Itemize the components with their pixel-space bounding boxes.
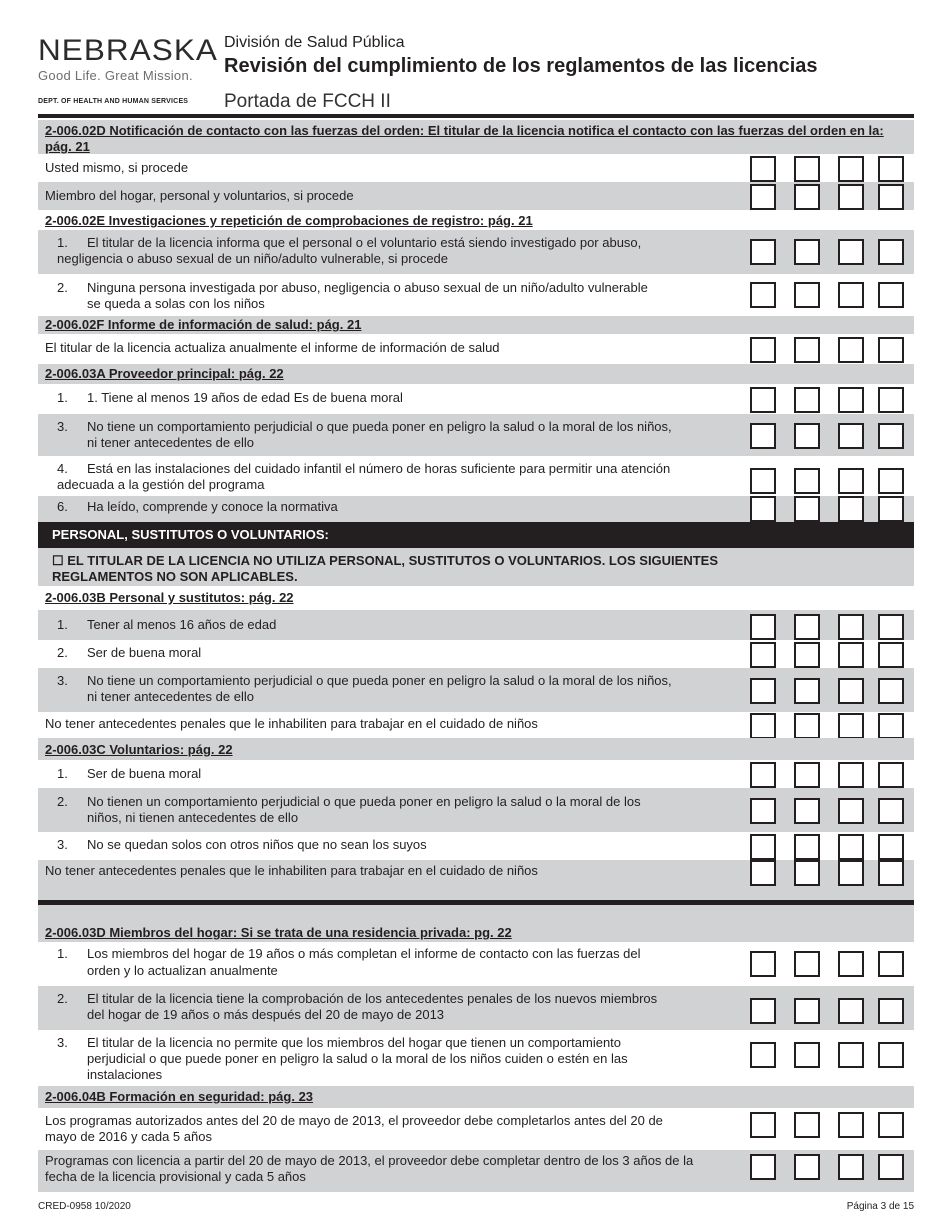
checkbox[interactable] <box>750 860 776 886</box>
checkbox[interactable] <box>838 387 864 413</box>
item-number: 1. <box>57 946 68 961</box>
row-text: El titular de la licencia tiene la comprobación de los antecedentes penales de los nuevos miembros <box>87 991 658 1006</box>
checkbox[interactable] <box>838 860 864 886</box>
checkbox[interactable] <box>750 468 776 494</box>
row-text: No se quedan solos con otros niños que no sean los suyos <box>87 837 427 852</box>
checkbox[interactable] <box>878 642 904 668</box>
checkbox[interactable] <box>878 496 904 522</box>
section-banner <box>38 522 914 548</box>
page-number: Página 3 de 15 <box>846 1201 914 1212</box>
row-text: Está en las instalaciones del cuidado infantil el número de horas suficiente para permitir una atención <box>87 461 671 476</box>
row-text: Programas con licencia a partir del 20 de mayo de 2013, el proveedor debe completar dentro de los 3 años de la <box>45 1153 694 1168</box>
checkbox[interactable] <box>750 337 776 363</box>
logo-wordmark: NEBRASKA <box>38 34 218 67</box>
checkbox[interactable] <box>838 678 864 704</box>
row-text: ni tener antecedentes de ello <box>87 435 254 450</box>
checkbox[interactable] <box>838 1154 864 1180</box>
checkbox[interactable] <box>838 998 864 1024</box>
checkbox-group <box>750 614 906 640</box>
checkbox[interactable] <box>794 614 820 640</box>
table-row <box>38 230 914 274</box>
checkbox-group <box>750 184 906 210</box>
row-text: Tener al menos 16 años de edad <box>87 617 277 632</box>
header-divider <box>38 114 914 118</box>
checkbox[interactable] <box>750 713 776 739</box>
row-text: El titular de la licencia informa que el personal o el voluntario está siendo investigado por abuso, <box>87 235 642 250</box>
table-row <box>38 1150 914 1192</box>
checkbox[interactable] <box>794 678 820 704</box>
not-applicable-checkbox-label[interactable]: ☐ EL TITULAR DE LA LICENCIA NO UTILIZA PERSONAL, SUSTITUTOS O VOLUNTARIOS. LOS SIGUIENTES <box>52 553 719 568</box>
checkbox-group <box>750 423 906 449</box>
row-text: Ninguna persona investigada por abuso, negligencia o abuso sexual de un niño/adulto vulnerable <box>87 280 648 295</box>
checkbox-group <box>750 239 906 265</box>
checkbox[interactable] <box>878 239 904 265</box>
section-header-row <box>38 586 914 610</box>
checkbox[interactable] <box>878 1112 904 1138</box>
item-number: 1. <box>57 766 68 781</box>
table-row <box>38 640 914 668</box>
checkbox[interactable] <box>750 678 776 704</box>
division-name: División de Salud Pública <box>224 34 405 51</box>
checkbox[interactable] <box>794 387 820 413</box>
checkbox-group <box>750 468 906 494</box>
checkbox[interactable] <box>750 184 776 210</box>
item-number: 1. <box>57 390 68 405</box>
table-row <box>38 832 914 860</box>
item-number: 2. <box>57 645 68 660</box>
checkbox[interactable] <box>750 951 776 977</box>
table-row <box>38 154 914 182</box>
row-text: ni tener antecedentes de ello <box>87 689 254 704</box>
checkbox[interactable] <box>878 423 904 449</box>
table-row <box>38 496 914 522</box>
checkbox[interactable] <box>794 762 820 788</box>
item-number: 1. <box>57 617 68 632</box>
checkbox[interactable] <box>838 951 864 977</box>
checkbox[interactable] <box>750 798 776 824</box>
table-row <box>38 456 914 496</box>
row-text: Ser de buena moral <box>87 766 202 781</box>
row-text: Miembro del hogar, personal y voluntarios, si procede <box>45 188 354 203</box>
table-row <box>38 384 914 414</box>
section-heading: 2-006.03D Miembros del hogar: Si se trata de una residencia privada: pg. 22 <box>45 925 512 940</box>
section-heading: 2-006.04B Formación en seguridad: pág. 23 <box>45 1089 314 1104</box>
checkbox[interactable] <box>838 282 864 308</box>
checkbox[interactable] <box>838 1042 864 1068</box>
section-header-row <box>38 364 914 384</box>
section-header-row <box>38 1086 914 1108</box>
row-text: orden y lo actualizan anualmente <box>87 963 278 978</box>
checkbox[interactable] <box>838 762 864 788</box>
checkbox[interactable] <box>750 496 776 522</box>
checkbox[interactable] <box>750 1154 776 1180</box>
checkbox[interactable] <box>838 468 864 494</box>
checkbox[interactable] <box>838 184 864 210</box>
checkbox[interactable] <box>878 387 904 413</box>
item-number: 3. <box>57 1035 68 1050</box>
row-text: del hogar de 19 años o más después del 20 de mayo de 2013 <box>87 1007 445 1022</box>
checkbox[interactable] <box>838 239 864 265</box>
checkbox[interactable] <box>838 423 864 449</box>
section-heading: 2-006.03C Voluntarios: pág. 22 <box>45 742 233 757</box>
row-text: El titular de la licencia actualiza anualmente el informe de información de salud <box>45 340 500 355</box>
checkbox[interactable] <box>878 678 904 704</box>
item-number: 3. <box>57 419 68 434</box>
checkbox[interactable] <box>794 496 820 522</box>
section-banner-title: PERSONAL, SUSTITUTOS O VOLUNTARIOS: <box>52 527 329 542</box>
table-row <box>38 668 914 712</box>
checkbox[interactable] <box>750 239 776 265</box>
checkbox-group <box>750 642 906 668</box>
section-header-row <box>38 120 914 154</box>
table-row <box>38 610 914 640</box>
checkbox[interactable] <box>838 1112 864 1138</box>
table-row <box>38 1108 914 1150</box>
checkbox[interactable] <box>878 762 904 788</box>
row-text: mayo de 2016 y cada 5 años <box>45 1129 212 1144</box>
section-heading: 2-006.03B Personal y sustitutos: pág. 22 <box>45 590 294 605</box>
item-number: 3. <box>57 837 68 852</box>
checkbox[interactable] <box>750 282 776 308</box>
item-number: 2. <box>57 280 68 295</box>
checkbox[interactable] <box>794 798 820 824</box>
section-header-row <box>38 316 914 334</box>
checkbox[interactable] <box>750 1112 776 1138</box>
page-subtitle: Portada de FCCH II <box>224 91 391 110</box>
row-text: fecha de la licencia provisional y cada 5 años <box>45 1169 306 1184</box>
checkbox[interactable] <box>878 184 904 210</box>
checkbox[interactable] <box>794 1154 820 1180</box>
checkbox[interactable] <box>838 834 864 860</box>
section-header-row <box>38 905 914 942</box>
checkbox[interactable] <box>794 713 820 739</box>
checkbox[interactable] <box>838 798 864 824</box>
checkbox-group <box>750 1112 906 1138</box>
section-header-row <box>38 210 914 230</box>
checkbox-group <box>750 678 906 704</box>
logo-dept: DEPT. OF HEALTH AND HUMAN SERVICES <box>38 98 189 105</box>
row-text: Los programas autorizados antes del 20 de mayo de 2013, el proveedor debe completarlos antes del 20 de <box>45 1113 663 1128</box>
checkbox[interactable] <box>794 1112 820 1138</box>
section-heading: 2-006.02D Notificación de contacto con las fuerzas del orden: El titular de la licencia notifica el contacto con las fuerzas del orden en la: pág. 21 <box>45 123 884 154</box>
checkbox[interactable] <box>878 1042 904 1068</box>
checkbox-group <box>750 282 906 308</box>
checkbox-group <box>750 496 906 522</box>
table-row <box>38 986 914 1030</box>
checkbox[interactable] <box>794 642 820 668</box>
checkbox[interactable] <box>750 998 776 1024</box>
item-number: 6. <box>57 499 68 514</box>
table-row <box>38 1030 914 1086</box>
logo-tagline: Good Life. Great Mission. <box>38 68 193 83</box>
checkbox[interactable] <box>878 834 904 860</box>
row-text: Los miembros del hogar de 19 años o más completan el informe de contacto con las fuerzas del <box>87 946 641 961</box>
checkbox-group <box>750 337 906 363</box>
checkbox[interactable] <box>878 860 904 886</box>
checkbox-group <box>750 762 906 788</box>
row-text: Usted mismo, si procede <box>45 160 189 175</box>
checkbox[interactable] <box>794 337 820 363</box>
checkbox[interactable] <box>794 239 820 265</box>
item-number: 2. <box>57 991 68 1006</box>
checkbox[interactable] <box>794 282 820 308</box>
table-row <box>38 414 914 456</box>
checkbox[interactable] <box>794 1042 820 1068</box>
checkbox[interactable] <box>878 798 904 824</box>
section-heading: 2-006.02F Informe de información de salud: pág. 21 <box>45 317 362 332</box>
item-number: 3. <box>57 673 68 688</box>
table-row <box>38 942 914 986</box>
checkbox[interactable] <box>838 642 864 668</box>
table-row <box>38 182 914 210</box>
row-text: Ha leído, comprende y conoce la normativa <box>87 499 338 514</box>
checkbox[interactable] <box>838 337 864 363</box>
checkbox[interactable] <box>794 468 820 494</box>
row-text: 1. Tiene al menos 19 años de edad Es de buena moral <box>87 390 403 405</box>
checkbox[interactable] <box>794 951 820 977</box>
row-text: No tiene un comportamiento perjudicial o que pueda poner en peligro la salud o la moral de los niños, <box>87 673 672 688</box>
checkbox[interactable] <box>750 1042 776 1068</box>
table-row <box>38 712 914 738</box>
not-applicable-row <box>38 548 914 586</box>
checkbox[interactable] <box>794 184 820 210</box>
row-text: niños, ni tienen antecedentes de ello <box>87 810 299 825</box>
checkbox[interactable] <box>750 642 776 668</box>
page-title: Revisión del cumplimiento de los reglamentos de las licencias <box>224 55 818 77</box>
row-text: No tiene un comportamiento perjudicial o que pueda poner en peligro la salud o la moral de los niños, <box>87 419 672 434</box>
page-header <box>36 28 916 114</box>
checkbox[interactable] <box>878 614 904 640</box>
checkbox[interactable] <box>750 834 776 860</box>
checkbox[interactable] <box>750 762 776 788</box>
checkbox[interactable] <box>750 156 776 182</box>
table-row <box>38 860 914 900</box>
form-id: CRED-0958 10/2020 <box>38 1201 131 1212</box>
checkbox-group <box>750 951 906 977</box>
checkbox[interactable] <box>838 713 864 739</box>
table-row <box>38 274 914 316</box>
checkbox-group <box>750 998 906 1024</box>
row-text: Ser de buena moral <box>87 645 202 660</box>
row-text: se queda a solas con los niños <box>87 296 265 311</box>
checkbox[interactable] <box>838 614 864 640</box>
checkbox-group <box>750 1042 906 1068</box>
checkbox[interactable] <box>878 1154 904 1180</box>
row-text: No tienen un comportamiento perjudicial o que pueda poner en peligro la salud o la moral de los <box>87 794 641 809</box>
row-text: No tener antecedentes penales que le inhabiliten para trabajar en el cuidado de niños <box>45 716 538 731</box>
table-row <box>38 788 914 832</box>
row-text: perjudicial o que puede poner en peligro la salud o la moral de los niños cuiden o estén en las <box>87 1051 628 1066</box>
checkbox[interactable] <box>794 860 820 886</box>
table-row <box>38 334 914 364</box>
row-text: adecuada a la gestión del programa <box>57 477 265 492</box>
checkbox[interactable] <box>794 423 820 449</box>
checkbox[interactable] <box>750 387 776 413</box>
item-number: 4. <box>57 461 68 476</box>
section-heading: 2-006.03A Proveedor principal: pág. 22 <box>45 366 284 381</box>
section-heading: 2-006.02E Investigaciones y repetición de comprobaciones de registro: pág. 21 <box>45 213 533 228</box>
checkbox[interactable] <box>878 337 904 363</box>
row-text: El titular de la licencia no permite que los miembros del hogar que tienen un comportamiento <box>87 1035 622 1050</box>
checkbox-group <box>750 1154 906 1180</box>
item-number: 2. <box>57 794 68 809</box>
row-text: No tener antecedentes penales que le inhabiliten para trabajar en el cuidado de niños <box>45 863 538 878</box>
section-header-row <box>38 738 914 760</box>
checkbox[interactable] <box>878 998 904 1024</box>
checkbox[interactable] <box>794 156 820 182</box>
checkbox[interactable] <box>878 156 904 182</box>
table-row <box>38 760 914 788</box>
checkbox[interactable] <box>794 834 820 860</box>
checkbox[interactable] <box>878 282 904 308</box>
checkbox[interactable] <box>750 614 776 640</box>
checkbox[interactable] <box>838 496 864 522</box>
checkbox-group <box>750 860 906 886</box>
item-number: 1. <box>57 235 68 250</box>
checkbox[interactable] <box>750 423 776 449</box>
row-text: negligencia o abuso sexual de un niño/adulto vulnerable, si procede <box>57 251 449 266</box>
checkbox-group <box>750 713 906 739</box>
checkbox[interactable] <box>878 713 904 739</box>
checkbox[interactable] <box>794 998 820 1024</box>
checkbox-group <box>750 834 906 860</box>
checkbox[interactable] <box>878 468 904 494</box>
checkbox-group <box>750 387 906 413</box>
not-applicable-text: REGLAMENTOS NO SON APLICABLES. <box>52 569 298 584</box>
checkbox[interactable] <box>878 951 904 977</box>
checkbox-group <box>750 798 906 824</box>
checkbox[interactable] <box>838 156 864 182</box>
checkbox-group <box>750 156 906 182</box>
row-text: instalaciones <box>87 1067 163 1082</box>
